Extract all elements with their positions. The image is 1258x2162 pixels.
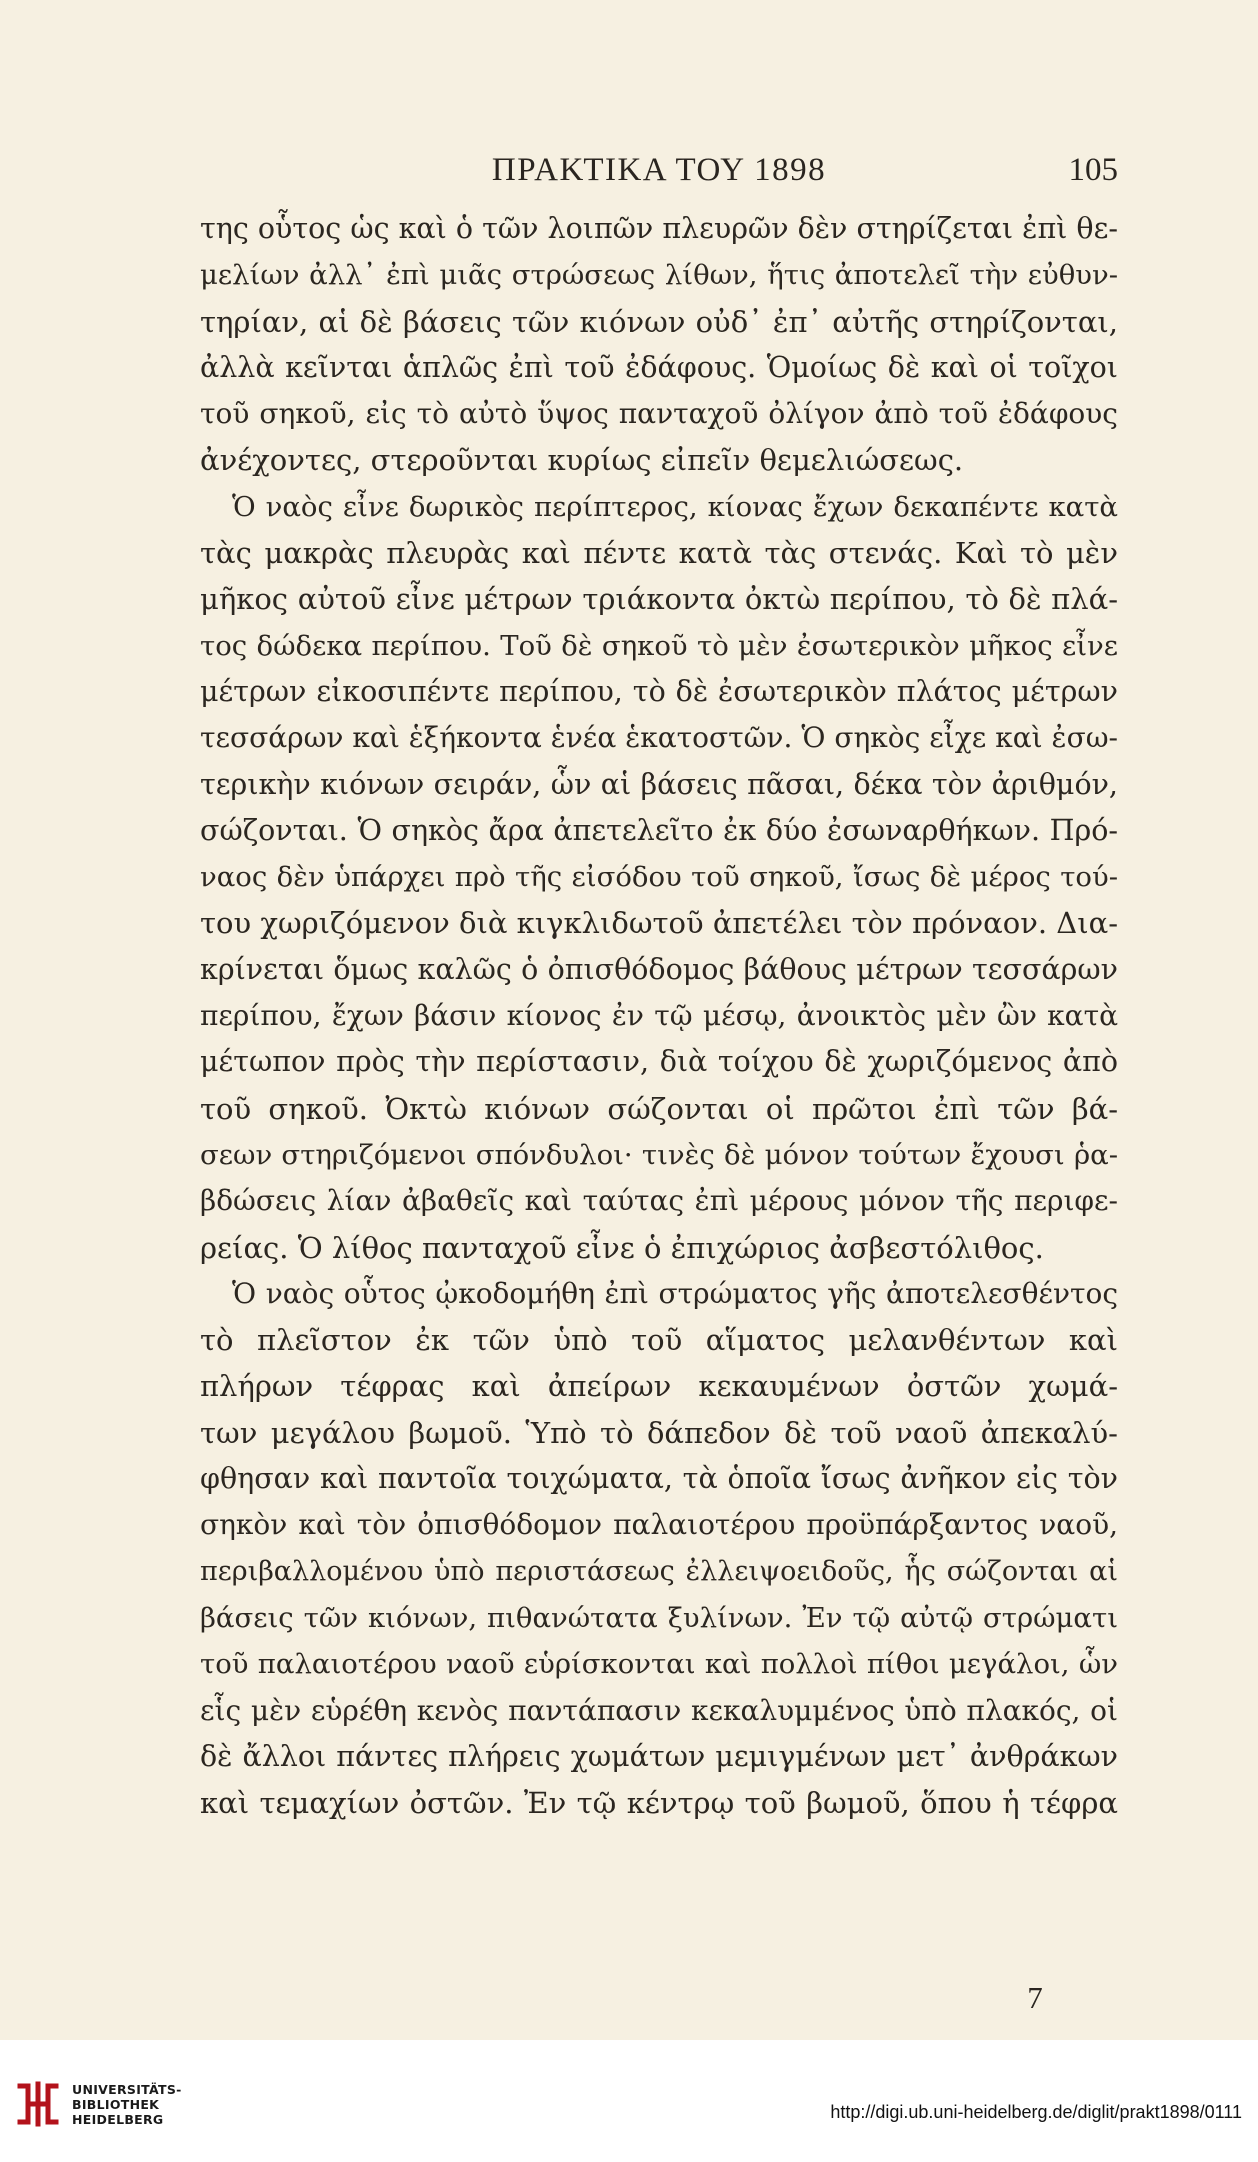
text-line: βάσεις τῶν κιόνων, πιθανώτατα ξυλίνων. Ἐν τῷ αὐτῷ στρώματι (200, 1601, 1118, 1634)
text-line: βδώσεις λίαν ἀβαθεῖς καὶ ταύτας ἐπὶ μέρους μόνον τῆς περιφε- (200, 1184, 1118, 1218)
text-line: μῆκος αὐτοῦ εἶνε μέτρων τριάκοντα ὀκτὼ περίπου, τὸ δὲ πλά- (200, 582, 1118, 617)
text-line: εἷς μὲν εὑρέθη κενὸς παντάπασιν κεκαλυμμένος ὑπὸ πλακός, οἱ (200, 1693, 1118, 1727)
text-line: τηρίαν, αἱ δὲ βάσεις τῶν κιόνων οὐδ᾽ ἐπ᾽ αὐτῆς στηρίζονται, (200, 304, 1118, 339)
text-line: τοῦ σηκοῦ. Ὀκτὼ κιόνων σώζονται οἱ πρῶτοι ἐπὶ τῶν βά- (200, 1091, 1118, 1126)
library-logo[interactable] (14, 2080, 214, 2130)
text-line: ρείας. Ὁ λίθος πανταχοῦ εἶνε ὁ ἐπιχώριος ἀσβεστόλιθος. (200, 1230, 1044, 1265)
text-line: τὸ πλεῖστον ἐκ τῶν ὑπὸ τοῦ αἵματος μελανθέντων καὶ (200, 1323, 1118, 1358)
text-line: τερικὴν κιόνων σειράν, ὧν αἱ βάσεις πᾶσαι, δέκα τὸν ἀριθμόν, (200, 767, 1118, 801)
logo-line: UNIVERSITÄTS- (72, 2082, 182, 2097)
text-line: τος δώδεκα περίπου. Τοῦ δὲ σηκοῦ τὸ μὲν ἐσωτερικὸν μῆκος εἶνε (200, 629, 1118, 662)
text-line: πλήρων τέφρας καὶ ἀπείρων κεκαυμένων ὀστῶν χωμά- (200, 1369, 1118, 1404)
source-url-link[interactable]: http://digi.ub.uni-heidelberg.de/diglit/prakt1898/0111 (830, 2102, 1242, 2122)
logo-line: HEIDELBERG (72, 2112, 164, 2127)
text-line: ἀλλὰ κεῖνται ἁπλῶς ἐπὶ τοῦ ἐδάφους. Ὁμοίως δὲ καὶ οἱ τοῖχοι (200, 350, 1118, 384)
text-line: περιβαλλομένου ὑπὸ περιστάσεως ἐλλειψοειδοῦς, ἧς σώζονται αἱ (200, 1555, 1118, 1587)
text-line: μέτρων εἰκοσιπέντε περίπου, τὸ δὲ ἐσωτερικὸν πλάτος μέτρων (200, 674, 1118, 708)
logo-line: BIBLIOTHEK (72, 2097, 160, 2112)
text-line: ναος δὲν ὑπάρχει πρὸ τῆς εἰσόδου τοῦ σηκοῦ, ἴσως δὲ μέρος τού- (200, 861, 1118, 894)
text-line: περίπου, ἔχων βάσιν κίονος ἐν τῷ μέσῳ, ἀνοικτὸς μὲν ὢν κατὰ (200, 999, 1118, 1033)
text-line: ἀνέχοντες, στεροῦνται κυρίως εἰπεῖν θεμελιώσεως. (200, 443, 964, 478)
text-line: τὰς μακρὰς πλευρὰς καὶ πέντε κατὰ τὰς στενάς. Καὶ τὸ μὲν (200, 536, 1118, 571)
text-line: τεσσάρων καὶ ἑξήκοντα ἑνέα ἑκατοστῶν. Ὁ σηκὸς εἶχε καὶ ἐσω- (200, 721, 1118, 755)
text-line: σηκὸν καὶ τὸν ὀπισθόδομον παλαιοτέρου προϋπάρξαντος ναοῦ, (200, 1508, 1118, 1542)
text-line: κρίνεται ὅμως καλῶς ὁ ὀπισθόδομος βάθους μέτρων τεσσάρων (200, 952, 1118, 986)
library-logo-icon (14, 2080, 62, 2128)
text-line: τοῦ σηκοῦ, εἰς τὸ αὐτὸ ὕψος πανταχοῦ ὀλίγον ἀπὸ τοῦ ἐδάφους (200, 397, 1118, 431)
text-line: Ὁ ναὸς εἶνε δωρικὸς περίπτερος, κίονας ἔχων δεκαπέντε κατὰ (232, 490, 1118, 523)
text-line: δὲ ἄλλοι πάντες πλήρεις χωμάτων μεμιγμένων μετ᾽ ἀνθράκων (200, 1739, 1118, 1773)
footer-bar (0, 2040, 1258, 2162)
running-header (200, 152, 1118, 196)
running-title: ΠΡΑΚΤΙΚΑ ΤΟΥ 1898 (491, 152, 827, 188)
text-line: τοῦ παλαιοτέρου ναοῦ εὑρίσκονται καὶ πολλοὶ πίθοι μεγάλοι, ὧν (200, 1648, 1118, 1681)
text-line: της οὗτος ὡς καὶ ὁ τῶν λοιπῶν πλευρῶν δὲν στηρίζεται ἐπὶ θε- (200, 212, 1118, 245)
text-line: φθησαν καὶ παντοῖα τοιχώματα, τὰ ὁποῖα ἴσως ἀνῆκον εἰς τὸν (200, 1462, 1118, 1496)
body-text (200, 206, 1118, 1826)
signature-mark: 7 (1027, 1980, 1043, 2015)
text-line: του χωριζόμενον διὰ κιγκλιδωτοῦ ἀπετέλει τὸν πρόναον. Δια- (200, 906, 1118, 941)
text-line: των μεγάλου βωμοῦ. Ὑπὸ τὸ δάπεδον δὲ τοῦ ναοῦ ἀπεκαλύ- (200, 1415, 1118, 1450)
text-line: μελίων ἀλλ᾽ ἐπὶ μιᾶς στρώσεως λίθων, ἥτις ἀποτελεῖ τὴν εὐθυν- (200, 259, 1118, 292)
text-line: σώζονται. Ὁ σηκὸς ἄρα ἀπετελεῖτο ἐκ δύο ἐσωναρθήκων. Πρό- (200, 813, 1118, 847)
text-line: Ὁ ναὸς οὗτος ᾠκοδομήθη ἐπὶ στρώματος γῆς ἀποτελεσθέντος (232, 1276, 1118, 1310)
text-line: καὶ τεμαχίων ὀστῶν. Ἐν τῷ κέντρῳ τοῦ βωμοῦ, ὅπου ἡ τέφρα (200, 1786, 1118, 1821)
text-line: μέτωπον πρὸς τὴν περίστασιν, διὰ τοίχου δὲ χωριζόμενος ἀπὸ (200, 1045, 1118, 1079)
text-line: σεων στηριζόμενοι σπόνδυλοι· τινὲς δὲ μόνον τούτων ἔχουσι ῥα- (200, 1138, 1118, 1171)
page-number: 105 (1068, 152, 1118, 188)
library-logo-text (72, 2082, 182, 2127)
